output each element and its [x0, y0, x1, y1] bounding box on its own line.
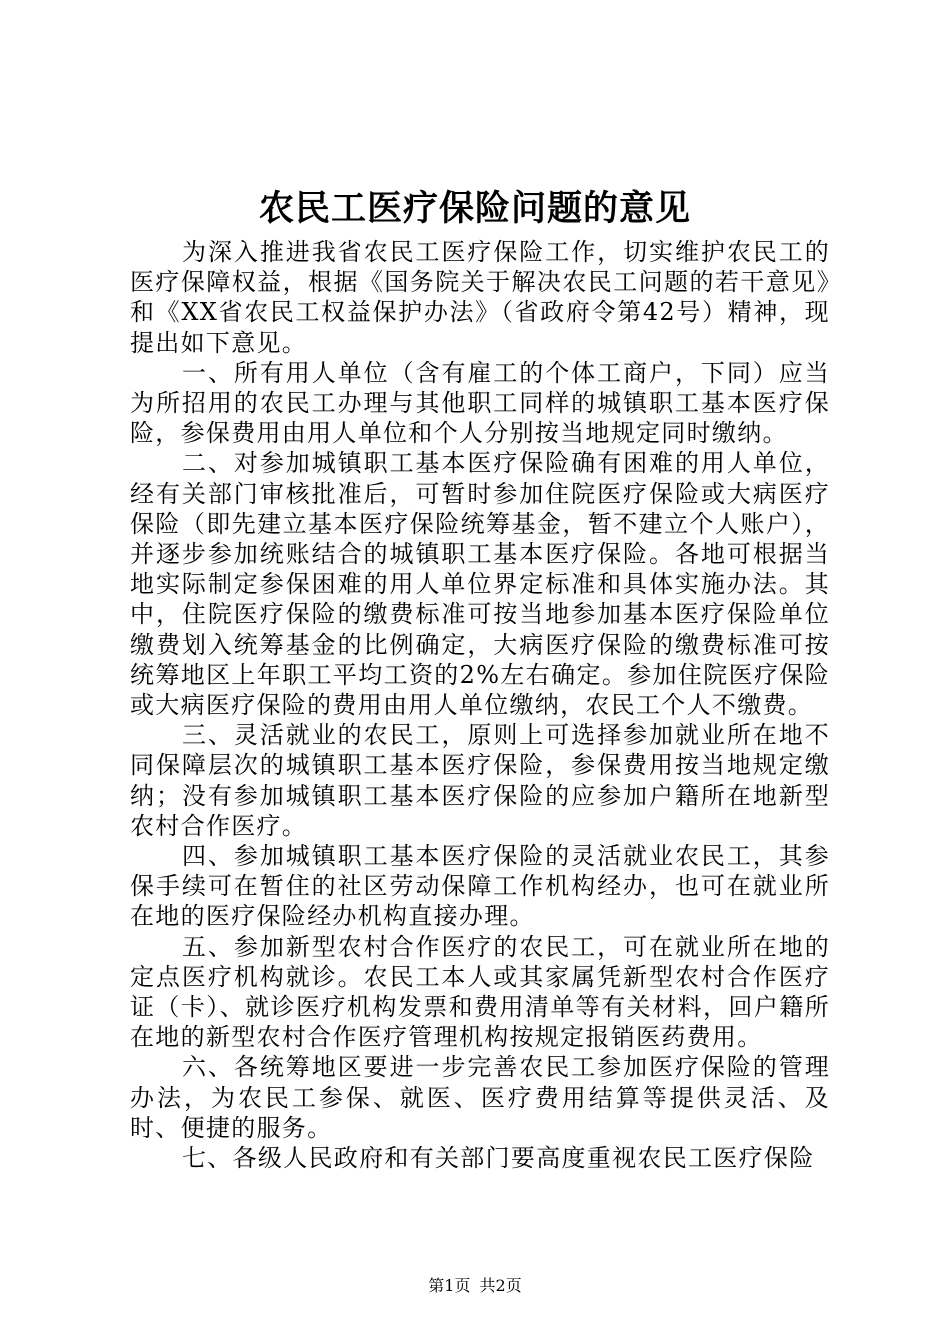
- paragraph-item-1: 一、所有用人单位（含有雇工的个体工商户，下同）应当为所招用的农民工办理与其他职工同样的城镇职工基本医疗保险，参保费用由用人单位和个人分别按当地规定同时缴纳。: [130, 358, 830, 448]
- page-footer: [0, 1276, 950, 1296]
- document-title: 农民工医疗保险问题的意见: [258, 188, 691, 229]
- paragraph-item-6: 六、各统筹地区要进一步完善农民工参加医疗保险的管理办法，为农民工参保、就医、医疗费用结算等提供灵活、及时、便捷的服务。: [130, 1053, 830, 1142]
- page-total: 共2页: [479, 1276, 522, 1295]
- paragraph-item-3: 三、灵活就业的农民工，原则上可选择参加就业所在地不同保障层次的城镇职工基本医疗保险，参保费用按当地规定缴纳；没有参加城镇职工基本医疗保险的应参加户籍所在地新型农村合作医疗。: [130, 721, 830, 840]
- page-number: 第1页: [428, 1276, 471, 1295]
- paragraph-item-4: 四、参加城镇职工基本医疗保险的灵活就业农民工，其参保手续可在暂住的社区劳动保障工作机构经办，也可在就业所在地的医疗保险经办机构直接办理。: [130, 842, 830, 931]
- paragraph-item-5: 五、参加新型农村合作医疗的农民工，可在就业所在地的定点医疗机构就诊。农民工本人或其家属凭新型农村合作医疗证（卡）、就诊医疗机构发票和费用清单等有关材料，回户籍所在地的新型农村合作医疗管理机构按规定报销医药费用。: [130, 932, 830, 1052]
- paragraph-item-7: 七、各级人民政府和有关部门要高度重视农民工医疗保险: [182, 1144, 815, 1173]
- paragraph-item-2: 二、对参加城镇职工基本医疗保险确有困难的用人单位，经有关部门审核批准后，可暂时参加住院医疗保险或大病医疗保险（即先建立基本医疗保险统筹基金，暂不建立个人账户），并逐步参加统账结合的城镇职工基本医疗保险。各地可根据当地实际制定参保困难的用人单位界定标准和具体实施办法。其中，住院医疗保险的缴费标准可按当地参加基本医疗保险单位缴费划入统筹基金的比例确定，大病医疗保险的缴费标准可按统筹地区上年职工平均工资的2%左右确定。参加住院医疗保险或大病医疗保险的费用由用人单位缴纳，农民工个人不缴费。: [130, 449, 830, 720]
- paragraph-intro: 为深入推进我省农民工医疗保险工作，切实维护农民工的医疗保障权益，根据《国务院关于解决农民工问题的若干意见》和《XX省农民工权益保护办法》（省政府令第42号）精神，现提出如下意见。: [130, 238, 830, 357]
- document-body: [130, 237, 830, 1173]
